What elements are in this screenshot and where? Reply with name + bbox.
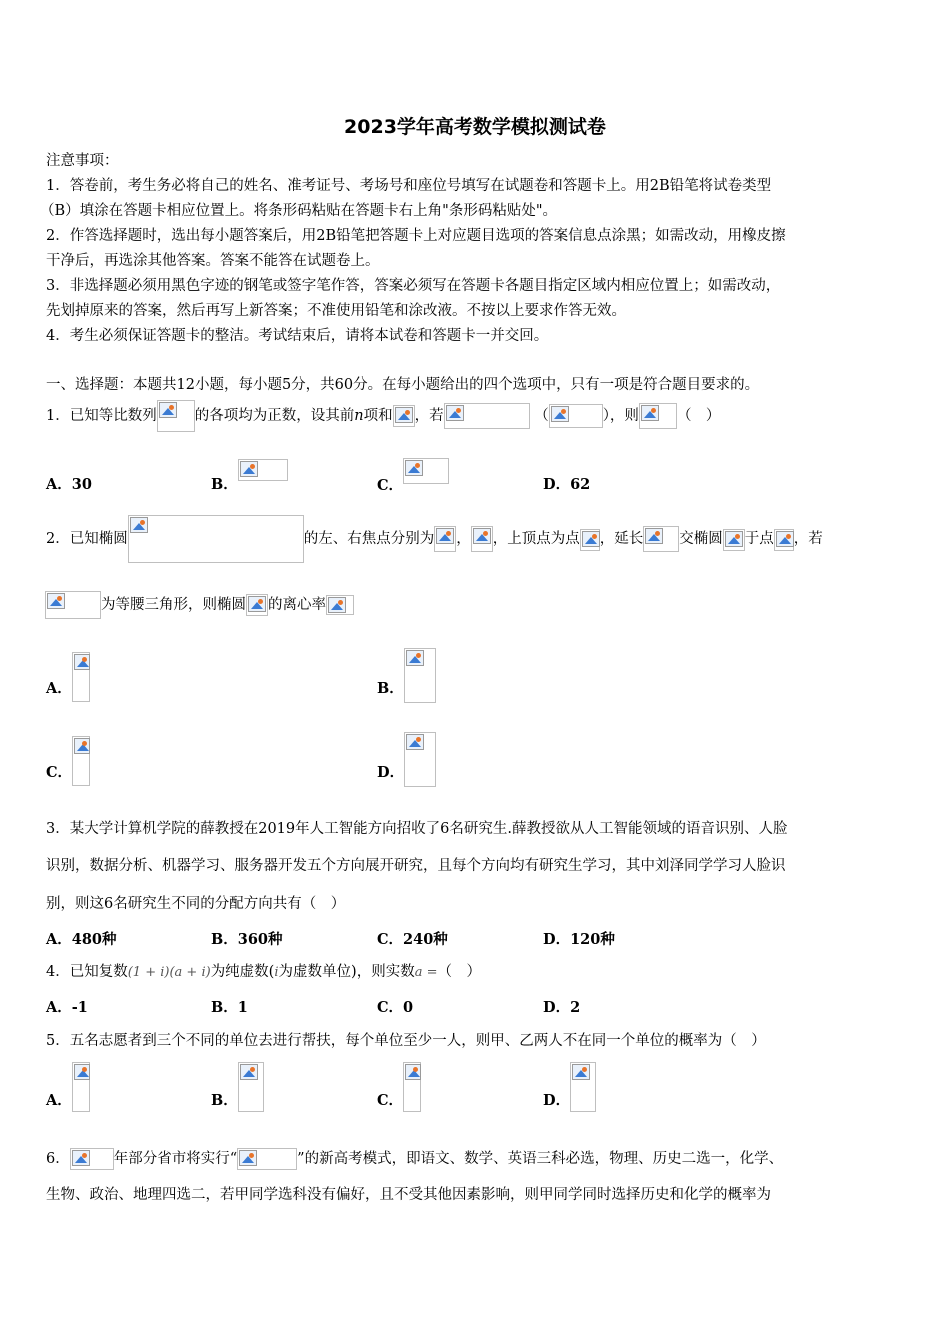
- q1-text: 的各项均为正数，设其前: [194, 408, 355, 424]
- question-3-line-2: 识别，数据分析、机器学习、服务器开发五个方向展开研究，且每个方向均有研究生学习，其中刘泽同学学习人脸识: [46, 858, 786, 874]
- formula-image: [403, 458, 449, 484]
- q4-math: (1 + i)(a + i): [127, 965, 211, 980]
- q1-var: n: [354, 408, 364, 424]
- image-placeholder-icon: [240, 1064, 258, 1080]
- q5-option-b: B．: [211, 1062, 264, 1112]
- q2-text: 的离心率: [268, 597, 326, 613]
- formula-image: [643, 526, 679, 552]
- image-placeholder-icon: [130, 517, 148, 533]
- question-3-line-3: 别，则这6名研究生不同的分配方向共有（ ）: [46, 896, 346, 912]
- q6-text: 6．: [46, 1151, 70, 1167]
- q2-text: 为等腰三角形，则椭圆: [101, 597, 246, 613]
- formula-image: [403, 1062, 421, 1112]
- q1-option-c: C．: [377, 458, 449, 484]
- image-placeholder-icon: [159, 402, 177, 418]
- q1-text: ），则: [602, 408, 639, 424]
- formula-image: [774, 529, 794, 551]
- image-placeholder-icon: [446, 405, 464, 421]
- formula-image: [45, 591, 101, 619]
- formula-image: [549, 404, 603, 428]
- formula-image: [444, 403, 530, 429]
- formula-image: [580, 529, 600, 551]
- formula-image: [404, 648, 436, 703]
- image-placeholder-icon: [645, 528, 663, 544]
- q4-option-b: B．1: [211, 999, 248, 1016]
- q1-text: ，若: [414, 408, 444, 424]
- q1-text: （ ）: [676, 408, 721, 424]
- q2-text: ，上顶点为点: [492, 531, 580, 547]
- image-placeholder-icon: [551, 406, 569, 422]
- q4-text: 为虚数单位)，则实数: [278, 964, 415, 980]
- image-placeholder-icon: [572, 1064, 590, 1080]
- notice-line-2: （B）填涂在答题卡相应位置上。将条形码粘贴在答题卡右上角"条形码粘贴处"。: [40, 203, 557, 219]
- image-placeholder-icon: [725, 531, 743, 547]
- q2-option-d: D．: [377, 732, 436, 787]
- formula-image: [326, 595, 354, 615]
- formula-image: [157, 400, 195, 432]
- notice-heading: 注意事项：: [46, 153, 119, 169]
- formula-image: [404, 732, 436, 787]
- image-placeholder-icon: [436, 528, 454, 544]
- q1-text: （: [534, 408, 549, 424]
- notice-line-1: 1．答卷前，考生务必将自己的姓名、准考证号、考场号和座位号填写在试题卷和答题卡上。用2B铅笔将试卷类型: [46, 178, 772, 194]
- image-placeholder-icon: [776, 531, 794, 547]
- q2-text: ，若: [793, 531, 823, 547]
- q4-option-c: C．0: [377, 999, 414, 1016]
- q2-option-b: B．: [377, 648, 436, 703]
- formula-image: [237, 1148, 297, 1170]
- image-placeholder-icon: [240, 461, 258, 477]
- image-placeholder-icon: [328, 597, 346, 613]
- formula-image: [471, 526, 493, 552]
- section-heading: 一、选择题：本题共12小题，每小题5分，共60分。在每小题给出的四个选项中，只有一项是符合题目要求的。: [46, 377, 760, 393]
- image-placeholder-icon: [405, 460, 423, 476]
- q3-option-a: A．480种: [46, 931, 117, 948]
- formula-image: [238, 459, 288, 481]
- formula-image: [72, 736, 90, 786]
- question-5: 5．五名志愿者到三个不同的单位去进行帮扶，每个单位至少一人，则甲、乙两人不在同一个单位的概率为（ ）: [46, 1033, 766, 1049]
- q2-text: ，延长: [599, 531, 644, 547]
- formula-image: [128, 515, 304, 563]
- q5-option-c: C．: [377, 1062, 421, 1112]
- formula-image: [238, 1062, 264, 1112]
- q6-text: 年部分省市将实行“: [113, 1151, 238, 1167]
- question-1: [46, 398, 720, 434]
- image-placeholder-icon: [582, 531, 600, 547]
- formula-image: [70, 1148, 114, 1170]
- image-placeholder-icon: [641, 405, 659, 421]
- question-6-line-2: 生物、政治、地理四选二，若甲同学选科没有偏好，且不受其他因素影响，则甲同学同时选择历史和化学的概率为: [46, 1187, 771, 1203]
- exam-title: 2023学年高考数学模拟测试卷: [344, 116, 606, 138]
- q4-text: 为纯虚数(: [210, 964, 275, 980]
- q1-option-b: B．: [211, 458, 288, 481]
- formula-image: [72, 1062, 90, 1112]
- formula-image: [570, 1062, 596, 1112]
- notice-line-4: 干净后，再选涂其他答案。答案不能答在试题卷上。: [46, 253, 380, 269]
- q3-option-d: D．120种: [543, 931, 615, 948]
- q1-text: 1．已知等比数列: [46, 408, 157, 424]
- q3-option-b: B．360种: [211, 931, 283, 948]
- q4-option-d: D．2: [543, 999, 581, 1016]
- q1-option-a: A．30: [46, 476, 92, 493]
- q5-option-d: D．: [543, 1062, 596, 1112]
- question-4: [46, 961, 481, 984]
- notice-line-5: 3．非选择题必须用黑色字迹的钢笔或签字笔作答，答案必须写在答题卡各题目指定区域内相应位置上；如需改动，: [46, 278, 781, 294]
- q4-option-a: A．-1: [46, 999, 88, 1016]
- question-2: [46, 515, 823, 563]
- image-placeholder-icon: [47, 593, 65, 609]
- image-placeholder-icon: [473, 528, 491, 544]
- notice-line-6: 先划掉原来的答案，然后再写上新答案；不准使用铅笔和涂改液。不按以上要求作答无效。: [46, 303, 626, 319]
- q1-option-d: D．62: [543, 476, 591, 493]
- q1-text: 项和: [363, 408, 393, 424]
- image-placeholder-icon: [395, 407, 413, 423]
- q3-option-c: C．240种: [377, 931, 448, 948]
- q2-text: 的左、右焦点分别为: [303, 531, 435, 547]
- q2-text: 于点: [744, 531, 774, 547]
- image-placeholder-icon: [74, 1064, 90, 1080]
- formula-image: [246, 594, 268, 616]
- question-2-cont: [46, 590, 354, 620]
- notice-line-3: 2．作答选择题时，选出每小题答案后，用2B铅笔把答题卡上对应题目选项的答案信息点涂黑；如需改动，用橡皮擦: [46, 228, 786, 244]
- q4-math: a =: [414, 965, 438, 980]
- q2-option-a: A．: [46, 652, 90, 702]
- formula-image: [393, 405, 415, 427]
- image-placeholder-icon: [74, 738, 90, 754]
- q4-math: i: [274, 965, 279, 980]
- image-placeholder-icon: [406, 734, 424, 750]
- image-placeholder-icon: [248, 596, 266, 612]
- q2-text: 2．已知椭圆: [46, 531, 128, 547]
- formula-image: [723, 529, 745, 551]
- question-3-line-1: 3．某大学计算机学院的薛教授在2019年人工智能方向招收了6名研究生.薛教授欲从人工智能领域的语音识别、人脸: [46, 821, 788, 837]
- formula-image: [434, 526, 456, 552]
- image-placeholder-icon: [406, 650, 424, 666]
- q4-text: 4．已知复数: [46, 964, 128, 980]
- q4-text: （ ）: [437, 964, 481, 980]
- q6-text: ”的新高考模式，即语文、数学、英语三科必选，物理、历史二选一，化学、: [297, 1151, 784, 1167]
- question-6: [46, 1146, 783, 1172]
- q2-text: 交椭圆: [679, 531, 723, 547]
- formula-image: [72, 652, 90, 702]
- image-placeholder-icon: [74, 654, 90, 670]
- q5-option-a: A．: [46, 1062, 90, 1112]
- notice-line-7: 4．考生必须保证答题卡的整洁。考试结束后，请将本试卷和答题卡一并交回。: [46, 328, 549, 344]
- image-placeholder-icon: [405, 1064, 421, 1080]
- q2-text: ，: [456, 531, 471, 547]
- image-placeholder-icon: [72, 1150, 90, 1166]
- image-placeholder-icon: [239, 1150, 257, 1166]
- q2-option-c: C．: [46, 736, 90, 786]
- formula-image: [639, 403, 677, 429]
